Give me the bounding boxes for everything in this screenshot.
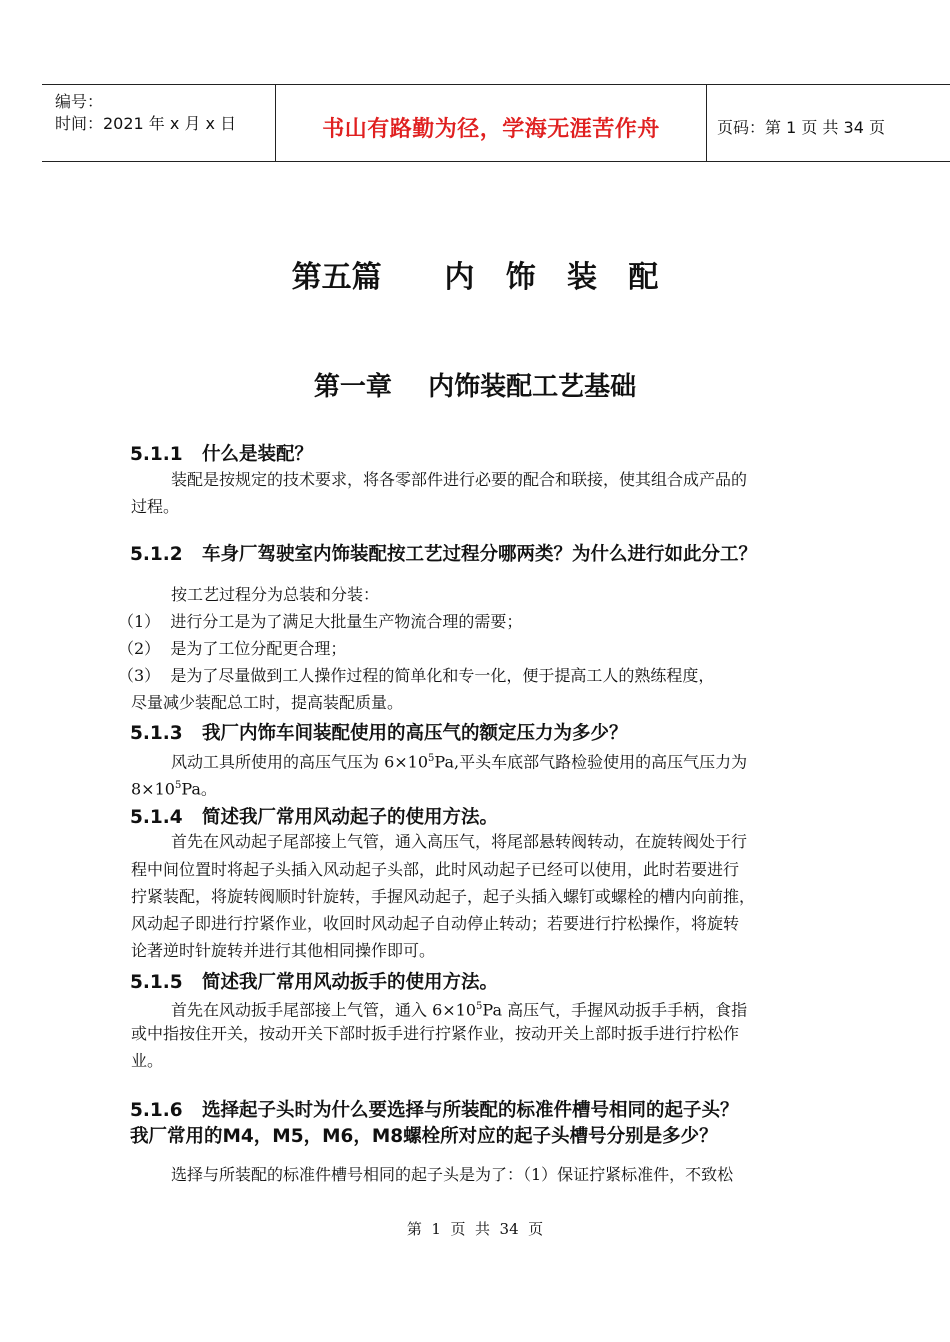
section-heading-5-1-1: 5.1.1 什么是装配？	[130, 444, 313, 465]
list-item: （2） 是为了工位分配更合理；	[118, 639, 347, 658]
header-meta-cell	[42, 85, 275, 161]
text-span: 8×10	[131, 779, 175, 799]
paragraph-line	[131, 773, 866, 803]
superscript: 5	[476, 1001, 483, 1012]
doc-number-label: 编号：	[55, 92, 104, 111]
page-info: 页码：第 1 页 共 34 页	[717, 118, 885, 137]
paragraph-line: 程中间位置时将起子头插入风动起子头部，此时风动起子已经可以使用，此时若要进行	[131, 860, 740, 879]
text-span: 风动工具所使用的高压气压为 6×10	[171, 752, 429, 772]
motto: 书山有路勤为径，学海无涯苦作舟	[322, 117, 660, 142]
paragraph-line: 论著逆时针旋转并进行其他相同操作即可。	[131, 941, 436, 960]
paragraph-line: 拧紧装配，将旋转阀顺时针旋转，手握风动起子，起子头插入螺钉或螺栓的槽内向前推，	[131, 887, 756, 906]
paragraph-line: 或中指按住开关，按动开关下部时扳手进行拧紧作业，按动开关上部时扳手进行拧松作	[131, 1024, 740, 1043]
text-span: Pa 高压气，手握风动扳手手柄，食指	[482, 1000, 748, 1020]
page-header	[42, 84, 950, 162]
paragraph-line: 选择与所装配的标准件槽号相同的起子头是为了：（1）保证拧紧标准件，不致松	[171, 1165, 734, 1184]
section-heading-5-1-3: 5.1.3 我厂内饰车间装配使用的高压气的额定压力为多少？	[130, 723, 628, 744]
superscript: 5	[174, 780, 182, 791]
paragraph-line: 首先在风动起子尾部接上气管，通入高压气，将尾部悬转阀转动，在旋转阀处于行	[171, 832, 748, 851]
list-item: （1） 进行分工是为了满足大批量生产物流合理的需要；	[118, 612, 523, 631]
paragraph-line	[131, 994, 906, 1024]
paragraph-line: 按工艺过程分为总装和分装：	[171, 585, 380, 604]
page-footer: 第 1 页 共 34 页	[406, 1220, 544, 1238]
section-heading-5-1-5: 5.1.5 简述我厂常用风动扳手的使用方法。	[130, 972, 498, 993]
text-span: Pa,平头车底部气路检验使用的高压气压力为	[434, 752, 748, 772]
chapter-title: 第一章 内饰装配工艺基础	[313, 372, 637, 402]
doc-time-label: 时间：2021 年 x 月 x 日	[55, 114, 237, 133]
paragraph-line: 业。	[131, 1051, 164, 1070]
paragraph-line: 尽量减少装配总工时，提高装配质量。	[131, 693, 404, 712]
part-title: 第五篇 内 饰 装 配	[291, 260, 659, 295]
list-item: （3） 是为了尽量做到工人操作过程的简单化和专一化，便于提高工人的熟练程度，	[118, 666, 715, 685]
paragraph-line: 过程。	[131, 497, 180, 516]
paragraph-line	[131, 746, 906, 776]
paragraph-line: 装配是按规定的技术要求，将各零部件进行必要的配合和联接，使其组合成产品的	[171, 470, 748, 489]
section-heading-5-1-2: 5.1.2 车身厂驾驶室内饰装配按工艺过程分哪两类？为什么进行如此分工？	[130, 544, 757, 565]
section-heading-5-1-4: 5.1.4 简述我厂常用风动起子的使用方法。	[130, 807, 498, 828]
text-span: 首先在风动扳手尾部接上气管，通入 6×10	[171, 1000, 477, 1020]
section-heading-5-1-6-cont: 我厂常用的M4，M5，M6，M8螺栓所对应的起子头槽号分别是多少？	[130, 1126, 718, 1147]
section-heading-5-1-6: 5.1.6 选择起子头时为什么要选择与所装配的标准件槽号相同的起子头？	[130, 1100, 739, 1121]
text-span: Pa。	[181, 779, 217, 799]
header-page-cell	[707, 85, 950, 161]
header-motto-cell	[275, 85, 707, 161]
paragraph-line: 风动起子即进行拧紧作业，收回时风动起子自动停止转动；若要进行拧松操作，将旋转	[131, 914, 740, 933]
superscript: 5	[428, 753, 435, 764]
